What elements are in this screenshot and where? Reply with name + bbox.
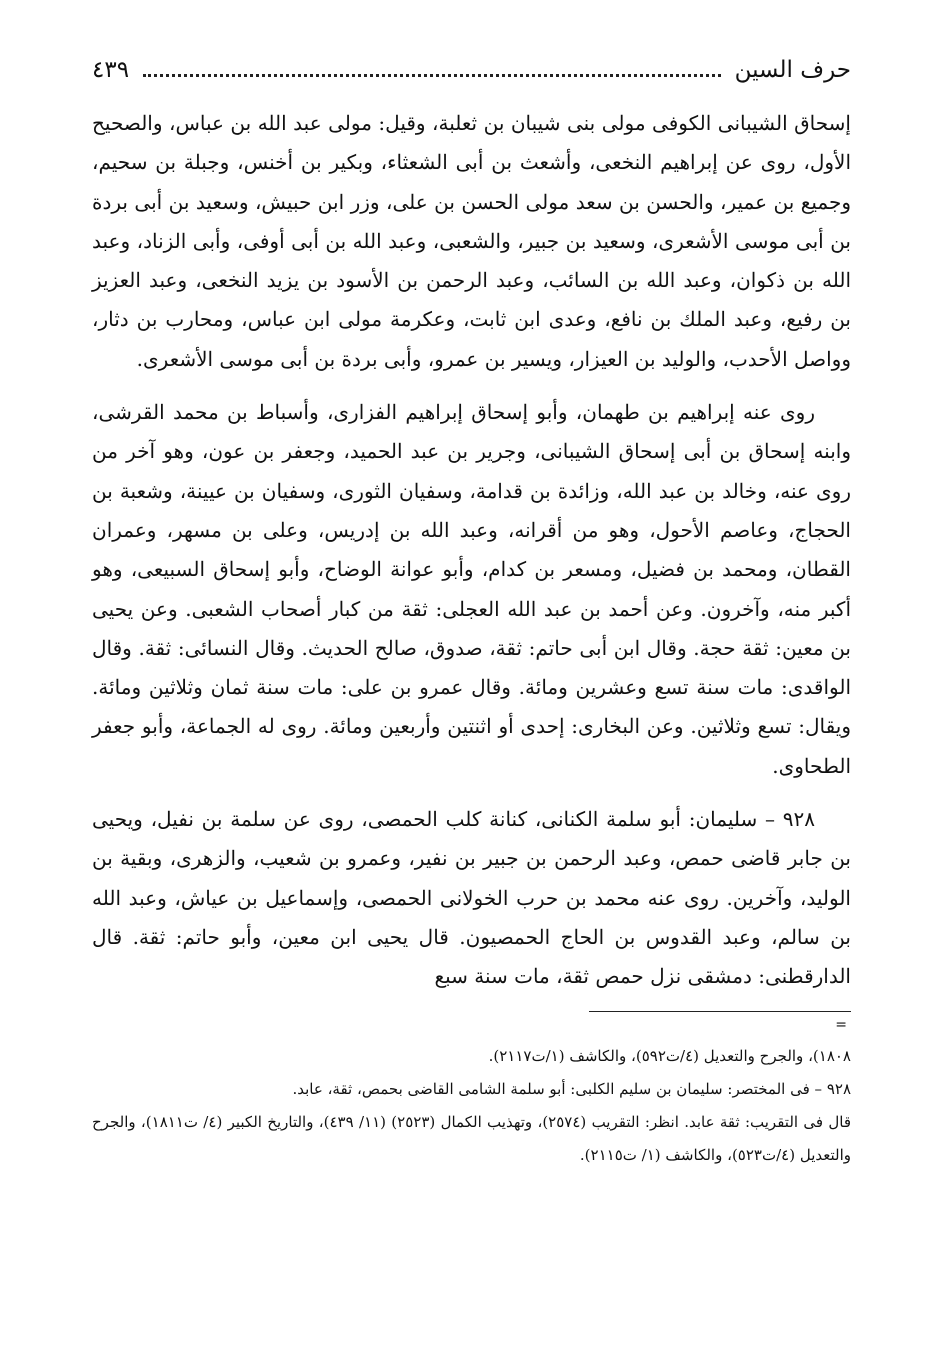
paragraph-students: روى عنه إبراهيم بن طهمان، وأبو إسحاق إبراهيم الفزارى، وأسباط بن محمد القرشى، وابنه إسحاق بن أبى إسحاق الشيبانى، وجرير بن عبد الحميد، وجعفر بن عون، وهو آخر من روى عنه، وخالد بن عبد الله، وزائدة بن قدامة، وسفيان الثورى، وسفيان بن عيينة، وشعبة بن الحجاج، وعاصم الأحول، وهو من أقرانه، وعبد الله بن إدريس، وعلى بن مسهر، وعمران القطان، ومحمد بن فضيل، ومسعر بن كدام، وأبو عوانة الوضاح، وأبو إسحاق السبيعى، وهو أكبر منه، وآخرون. وعن أحمد بن عبد الله العجلى: ثقة من كبار أصحاب الشعبى. وعن يحيى بن معين: ثقة حجة. وقال ابن أبى حاتم: ثقة، صدوق، صالح الحديث. وقال النسائى: ثقة. وقال الواقدى: مات سنة تسع وعشرين ومائة. وقال عمرو بن على: مات سنة ثمان وثلاثين ومائة. ويقال: تسع وثلاثين. وعن البخارى: إحدى أو اثنتين وأربعين ومائة. روى له الجماعة، وأبو جعفر الطحاوى.: [92, 400, 851, 778]
book-page: [92, 48, 851, 1346]
paragraph-narrators: إسحاق الشيبانى الكوفى مولى بنى شيبان بن ثعلبة، وقيل: مولى عبد الله بن عباس، والصحيح الأول، روى عن إبراهيم النخعى، وأشعث بن أبى الشعثاء، وبكير بن أخنس، وجبلة بن سحيم، وجميع بن عمير، والحسن بن سعد مولى الحسن بن على، وزر ابن حبيش، وسعيد بن أبى بردة بن أبى موسى الأشعرى، وسعيد بن جبير، والشعبى، وعبد الله بن أبى أوفى، وأبى الزناد، وعبد الله بن ذكوان، وعبد الله بن السائب، وعبد الرحمن بن الأسود بن يزيد النخعى، وعبد العزيز بن رفيع، وعبد الملك بن نافع، وعدى ابن ثابت، وعكرمة مولى ابن عباس، ومحارب بن دثار، وواصل الأحدب، والوليد بن العيزار، ويسير بن عمرو، وأبى بردة بن أبى موسى الأشعرى.: [92, 111, 851, 371]
leader-dots: [143, 52, 721, 77]
main-text: [92, 104, 851, 997]
footnote-928-mukhtasar: ٩٢٨ – فى المختصر: سليمان بن سليم الكلبى: أبو سلمة الشامى القاضى بحمص، ثقة، عابد.: [292, 1079, 851, 1098]
paragraph-entry-928: ٩٢٨ – سليمان: أبو سلمة الكنانى، كنانة كلب الحمصى، روى عن سلمة بن نفيل، ويحيى بن جابر قاضى حمص، وعبد الرحمن بن جبير بن نفير، وعمرو بن شعيب، والزهرى، وبقية بن الوليد، وآخرين. روى عنه محمد بن حرب الخولانى الحمصى، وإسماعيل بن عياش، وعبد الله بن سالم، وعبد القدوس بن الحاج الحمصيون. قال يحيى ابن معين، وأبو حاتم: ثقة. قال الدارقطنى: دمشقى نزل حمص ثقة، مات سنة سبع: [92, 807, 851, 989]
footnote-continued: ١٨٠٨)، والجرح والتعديل (٤/ت٥٩٢)، والكاشف (١/ت٢١١٧).: [488, 1046, 851, 1065]
footnote-continuation-mark: =: [835, 1016, 847, 1033]
footnotes: [92, 1040, 851, 1172]
footnote-separator: [589, 1011, 851, 1012]
page-number: ٤٣٩: [92, 57, 130, 83]
page-header: [92, 48, 851, 92]
chapter-title: حرف السين: [734, 57, 851, 83]
footnote-928-taqrib: قال فى التقريب: ثقة عابد. انظر: التقريب (٢٥٧٤)، وتهذيب الكمال (٢٥٢٣) (١١/ ٤٣٩)، والتاريخ الكبير (٤/ ت١٨١١)، والجرح والتعديل (٤/ت٥٢٣)، والكاشف (١/ ت٢١١٥).: [92, 1112, 852, 1164]
